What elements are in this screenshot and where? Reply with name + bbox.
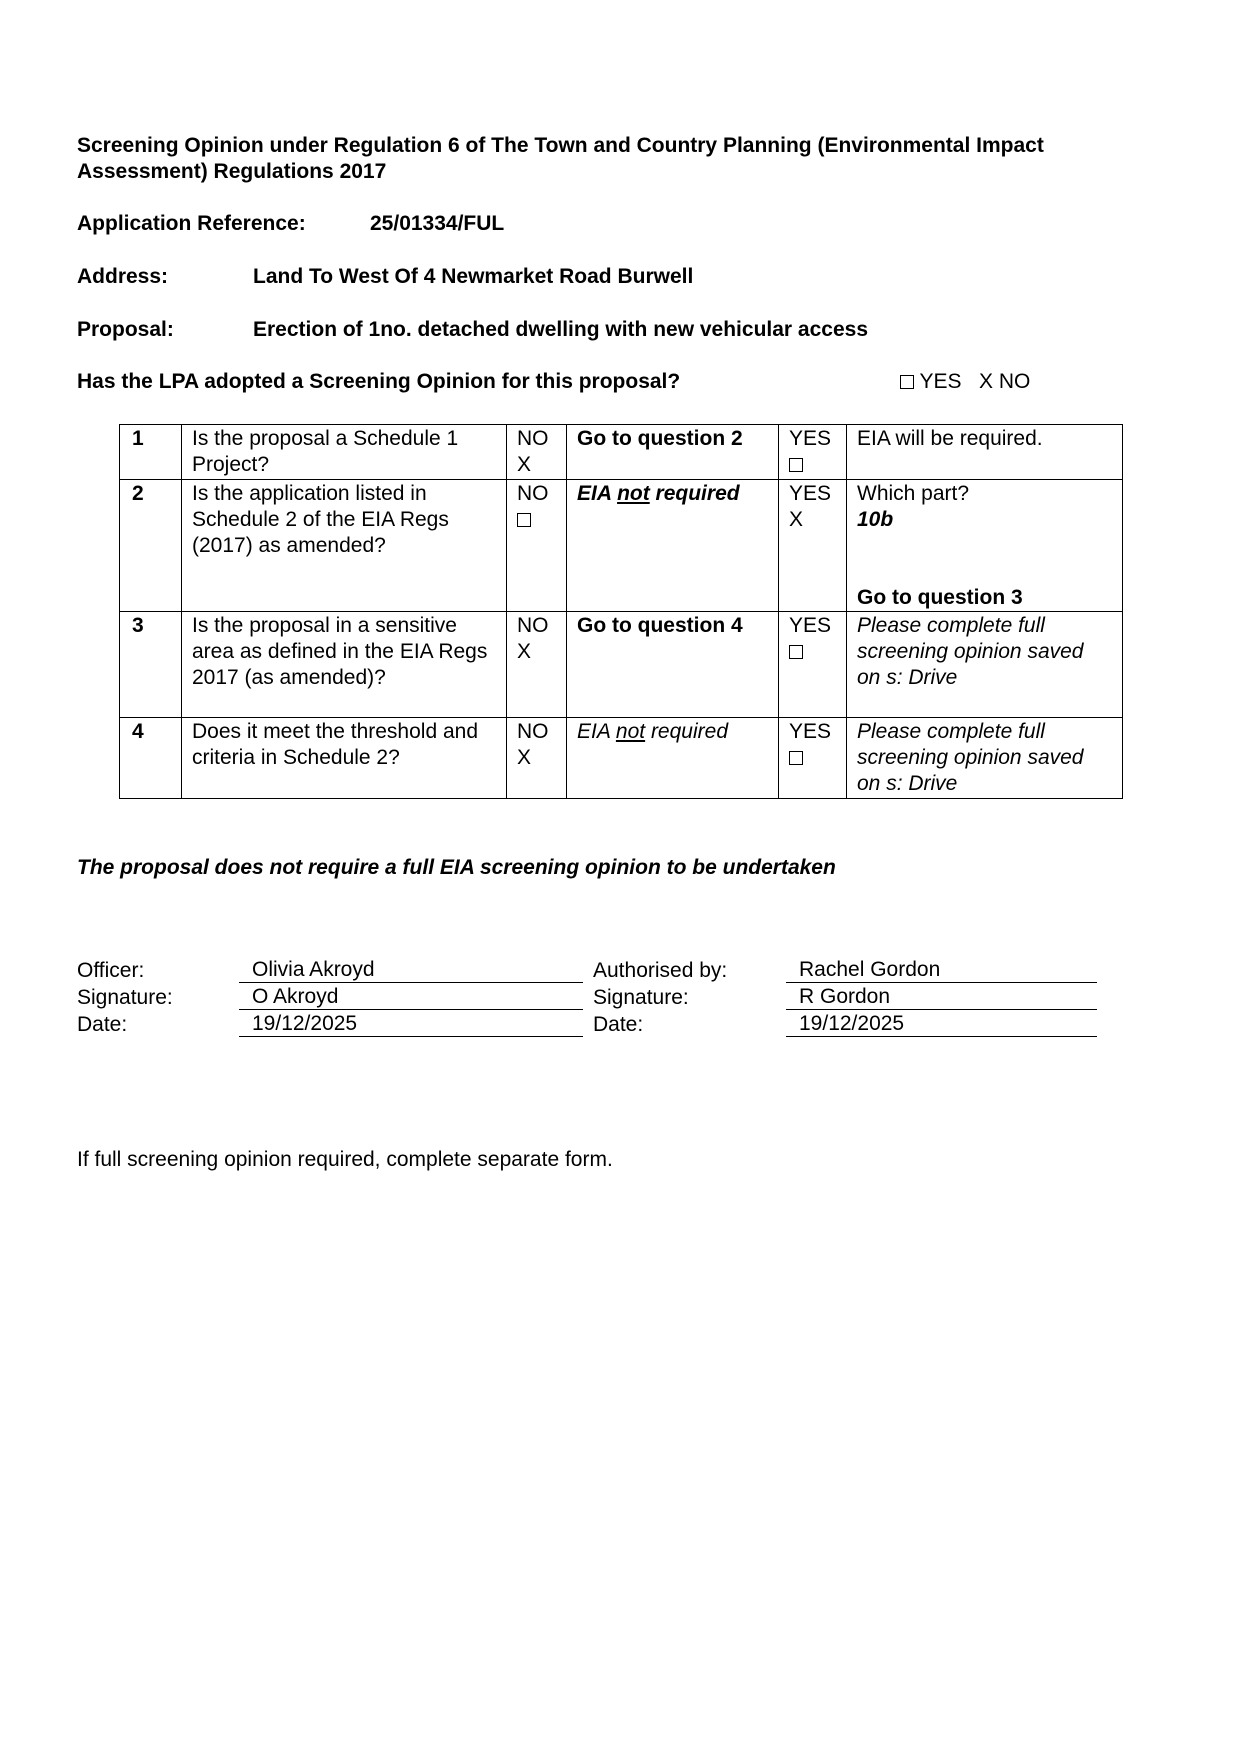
table-row (120, 425, 1123, 480)
authorised-date-line (786, 1036, 1097, 1037)
officer-date-label: Date: (77, 1013, 128, 1036)
address-value: Land To West Of 4 Newmarket Road Burwell (253, 265, 694, 288)
row-question: Is the proposal a Schedule 1 Project? (182, 425, 507, 480)
yes-cell (779, 612, 847, 718)
no-label: NO (517, 482, 549, 505)
lpa-no-label: NO (998, 370, 1031, 393)
row-number: 4 (120, 718, 182, 799)
officer-name-line (239, 982, 583, 983)
no-label: NO (517, 614, 549, 637)
no-mark: X (517, 453, 532, 476)
authorised-name: Rachel Gordon (799, 958, 941, 981)
row-number: 1 (120, 425, 182, 480)
authorised-name-line (786, 982, 1097, 983)
no-outcome: Go to question 4 (567, 612, 779, 718)
yes-outcome: Please complete full screening opinion saved on s: Drive (847, 612, 1123, 718)
lpa-yes-label: YES (919, 370, 962, 393)
table-row (120, 612, 1123, 718)
application-reference-label: Application Reference: (77, 212, 306, 235)
lpa-answer (900, 370, 1030, 394)
authorised-signature: R Gordon (799, 985, 891, 1008)
no-mark: X (517, 640, 532, 663)
no-cell (507, 612, 567, 718)
officer-label: Officer: (77, 959, 145, 982)
proposal-label: Proposal: (77, 318, 174, 341)
document-title: Screening Opinion under Regulation 6 of The Town and Country Planning (Environmental Impact Assessment) Regulations 2017 (77, 134, 1044, 183)
officer-signature-label: Signature: (77, 986, 173, 1009)
checkbox-icon[interactable] (517, 513, 531, 527)
row-question: Is the application listed in Schedule 2 of the EIA Regs (2017) as amended? (182, 480, 507, 612)
table-row (120, 718, 1123, 799)
lpa-question: Has the LPA adopted a Screening Opinion for this proposal? (77, 370, 681, 393)
which-part-label: Which part? (857, 482, 970, 505)
no-outcome: Go to question 2 (567, 425, 779, 480)
screening-table (119, 424, 1123, 799)
officer-date: 19/12/2025 (252, 1012, 358, 1035)
which-part-value: 10b (857, 508, 894, 531)
authorised-date-label: Date: (593, 1013, 644, 1036)
row-number: 2 (120, 480, 182, 612)
row-question: Does it meet the threshold and criteria in Schedule 2? (182, 718, 507, 799)
no-outcome: EIA not required (567, 718, 779, 799)
officer-date-line (239, 1036, 583, 1037)
authorised-date: 19/12/2025 (799, 1012, 905, 1035)
yes-checkbox-icon[interactable] (900, 375, 914, 389)
yes-cell (779, 480, 847, 612)
officer-signature-line (239, 1009, 583, 1010)
checkbox-icon[interactable] (789, 458, 803, 472)
no-label: NO (517, 720, 549, 743)
no-mark: X (517, 746, 532, 769)
row-number: 3 (120, 612, 182, 718)
yes-outcome: EIA will be required. (847, 425, 1123, 480)
yes-cell (779, 718, 847, 799)
no-cell (507, 425, 567, 480)
yes-label: YES (789, 720, 832, 743)
yes-label: YES (789, 614, 832, 637)
checkbox-icon[interactable] (789, 751, 803, 765)
no-label: NO (517, 427, 549, 450)
yes-label: YES (789, 427, 832, 450)
yes-cell (779, 425, 847, 480)
officer-name: Olivia Akroyd (252, 958, 375, 981)
authorised-signature-line (786, 1009, 1097, 1010)
row-question: Is the proposal in a sensitive area as defined in the EIA Regs 2017 (as amended)? (182, 612, 507, 718)
authorised-signature-label: Signature: (593, 986, 689, 1009)
go-to-question-3: Go to question 3 (857, 586, 1023, 609)
table-row (120, 480, 1123, 612)
application-reference-value: 25/01334/FUL (370, 212, 505, 235)
footer-note: If full screening opinion required, complete separate form. (77, 1148, 613, 1171)
address-label: Address: (77, 265, 169, 288)
authorised-label: Authorised by: (593, 959, 728, 982)
officer-signature: O Akroyd (252, 985, 339, 1008)
yes-outcome (847, 480, 1123, 612)
no-cell (507, 480, 567, 612)
proposal-value: Erection of 1no. detached dwelling with new vehicular access (253, 318, 868, 341)
conclusion-statement: The proposal does not require a full EIA screening opinion to be undertaken (77, 856, 836, 879)
yes-outcome: Please complete full screening opinion saved on s: Drive (847, 718, 1123, 799)
yes-mark: X (789, 508, 804, 531)
no-cell (507, 718, 567, 799)
lpa-no-mark: X (979, 370, 994, 393)
yes-label: YES (789, 482, 832, 505)
checkbox-icon[interactable] (789, 645, 803, 659)
no-outcome: EIA not required (567, 480, 779, 612)
